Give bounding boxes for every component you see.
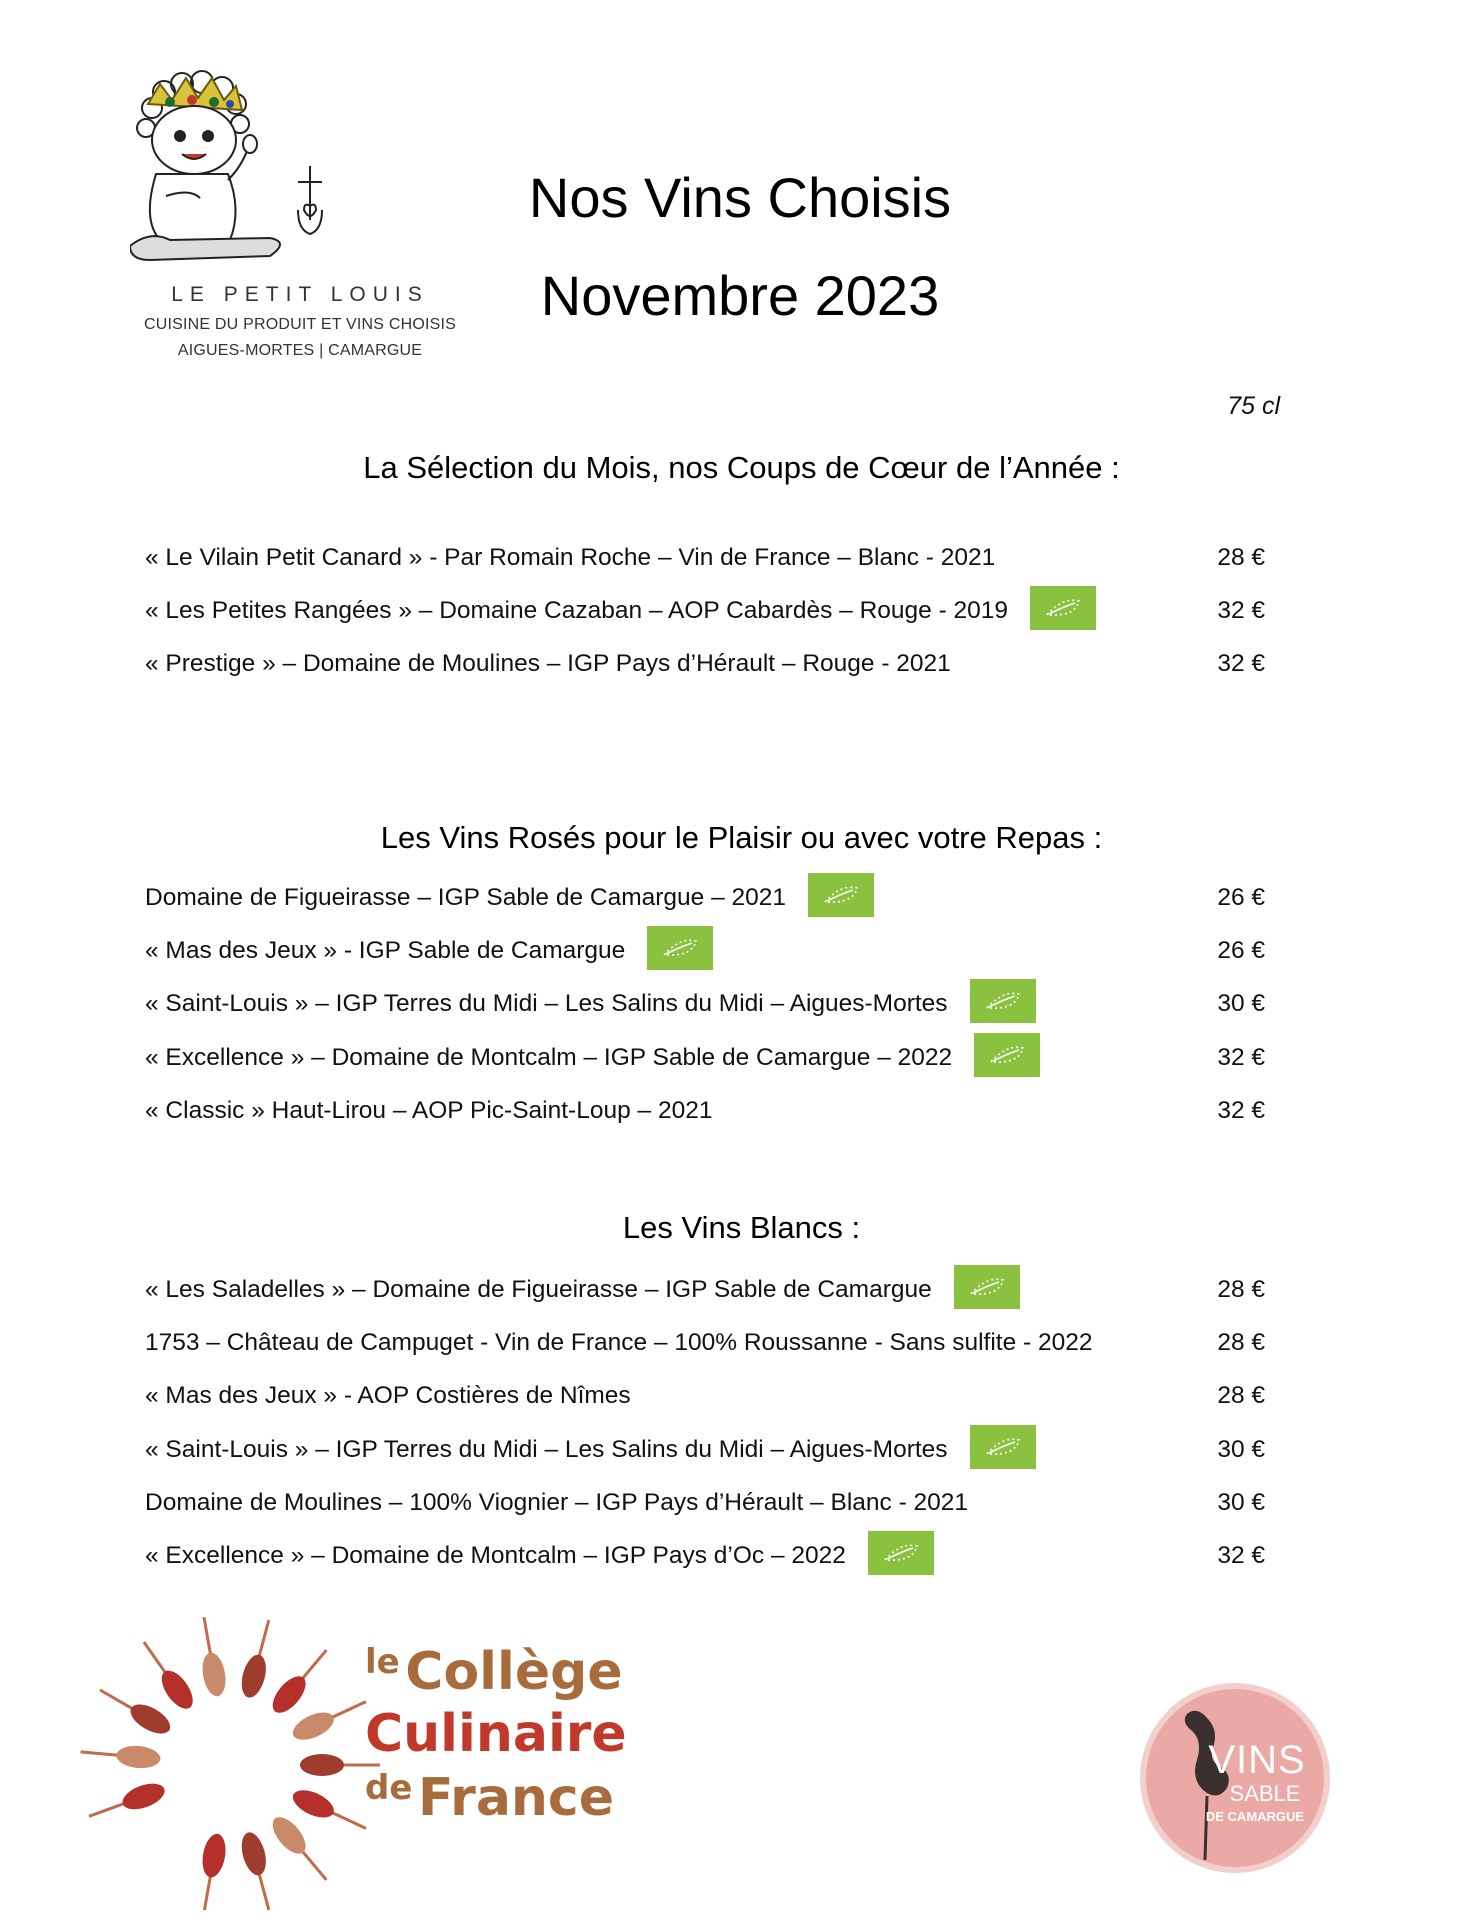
page-title-line-1: Nos Vins Choisis [528, 166, 952, 229]
wine-row [145, 1538, 1265, 1578]
wine-name: « Les Petites Rangées » – Domaine Cazaban – AOP Cabardès – Rouge - 2019 [145, 597, 1009, 625]
wine-price: 32 € [1217, 1043, 1265, 1071]
wine-price: 32 € [1217, 1096, 1265, 1124]
organic-leaf-icon [974, 1033, 1040, 1077]
wine-price: 32 € [1217, 1542, 1265, 1569]
wine-row [145, 1040, 1265, 1080]
wine-name: « Mas des Jeux » - IGP Sable de Camargue [145, 937, 626, 965]
wine-price: 28 € [1217, 1382, 1265, 1410]
wine-name: « Le Vilain Petit Canard » - Par Romain Roche – Vin de France – Blanc - 2021 [145, 544, 996, 571]
college-de: de [365, 1768, 413, 1808]
wine-price: 32 € [1217, 597, 1265, 625]
wine-price: 26 € [1217, 937, 1265, 965]
wine-name: « Les Saladelles » – Domaine de Figueirasse – IGP Sable de Camargue [145, 1276, 932, 1303]
organic-leaf-icon [808, 873, 874, 917]
wine-row [145, 1432, 1265, 1472]
college-culinaire-logo [80, 1600, 640, 1910]
wine-row [145, 1093, 1265, 1133]
restaurant-tagline: CUISINE DU PRODUIT ET VINS CHOISIS [143, 316, 457, 333]
wine-name: « Saint-Louis » – IGP Terres du Midi – Les Salins du Midi – Aigues-Mortes [145, 990, 948, 1018]
wine-price: 30 € [1217, 1488, 1265, 1516]
college-line-1 [365, 1642, 623, 1702]
college-le: le [365, 1642, 400, 1682]
organic-leaf-icon [647, 926, 713, 970]
page-title [420, 148, 1060, 344]
wine-row [145, 593, 1265, 633]
college-word-college: Collège [405, 1642, 623, 1702]
wine-name: Domaine de Figueirasse – IGP Sable de Camargue – 2021 [145, 884, 787, 911]
sable-vins: VINS [1208, 1738, 1306, 1782]
college-word-culinaire: Culinaire [365, 1704, 627, 1764]
wine-name: « Excellence » – Domaine de Montcalm – IGP Pays d’Oc – 2022 [145, 1542, 846, 1569]
wine-row [145, 880, 1265, 920]
wine-row [145, 1325, 1265, 1365]
restaurant-name: LE PETIT LOUIS [171, 283, 429, 306]
sable-de-camargue: DE CAMARGUE [1205, 1809, 1305, 1824]
vins-sable-logo [1135, 1678, 1335, 1878]
restaurant-location: AIGUES-MORTES | CAMARGUE [177, 342, 423, 359]
sable-sable: SABLE [1229, 1781, 1301, 1806]
wine-row [145, 646, 1265, 686]
le-petit-louis-logo [130, 70, 470, 370]
wine-name: Domaine de Moulines – 100% Viognier – IGP Pays d’Hérault – Blanc - 2021 [145, 1488, 969, 1516]
wine-row [145, 1272, 1265, 1312]
wine-name: « Classic » Haut-Lirou – AOP Pic-Saint-Loup – 2021 [145, 1096, 713, 1124]
wine-row [145, 540, 1265, 580]
wine-name: « Mas des Jeux » - AOP Costières de Nîmes [145, 1382, 631, 1410]
wine-name: « Excellence » – Domaine de Montcalm – IGP Sable de Camargue – 2022 [145, 1043, 953, 1071]
organic-leaf-icon [970, 1425, 1036, 1469]
organic-leaf-icon [970, 979, 1036, 1023]
wine-price: 28 € [1217, 1329, 1265, 1357]
wine-row [145, 1485, 1265, 1525]
section-title-roses: Les Vins Rosés pour le Plaisir ou avec votre Repas : [380, 820, 1103, 855]
wine-row [145, 986, 1265, 1026]
college-sunburst-icon [80, 1600, 380, 1910]
college-word-france: France [417, 1768, 615, 1828]
wine-name: « Prestige » – Domaine de Moulines – IGP Pays d’Hérault – Rouge - 2021 [145, 650, 951, 678]
section-title-selection: La Sélection du Mois, nos Coups de Cœur de l’Année : [363, 450, 1120, 485]
wine-price: 32 € [1217, 650, 1265, 678]
college-line-3 [365, 1768, 614, 1828]
wine-price: 30 € [1217, 990, 1265, 1018]
wine-price: 30 € [1217, 1435, 1265, 1463]
wine-row [145, 1378, 1265, 1418]
organic-leaf-icon [1030, 586, 1096, 630]
page-title-line-2: Novembre 2023 [540, 264, 940, 327]
wine-price: 28 € [1217, 1276, 1265, 1303]
wine-name: « Saint-Louis » – IGP Terres du Midi – Les Salins du Midi – Aigues-Mortes [145, 1435, 948, 1463]
wine-price: 28 € [1217, 544, 1265, 571]
organic-leaf-icon [868, 1531, 934, 1575]
wine-name: 1753 – Château de Campuget - Vin de France – 100% Roussanne - Sans sulfite - 2022 [145, 1329, 1093, 1357]
child-king-illustration-icon [130, 70, 470, 280]
wine-row [145, 933, 1265, 973]
volume-note: 75 cl [1227, 392, 1280, 420]
section-title-blancs: Les Vins Blancs : [622, 1210, 861, 1245]
wine-price: 26 € [1217, 884, 1265, 911]
organic-leaf-icon [954, 1265, 1020, 1309]
